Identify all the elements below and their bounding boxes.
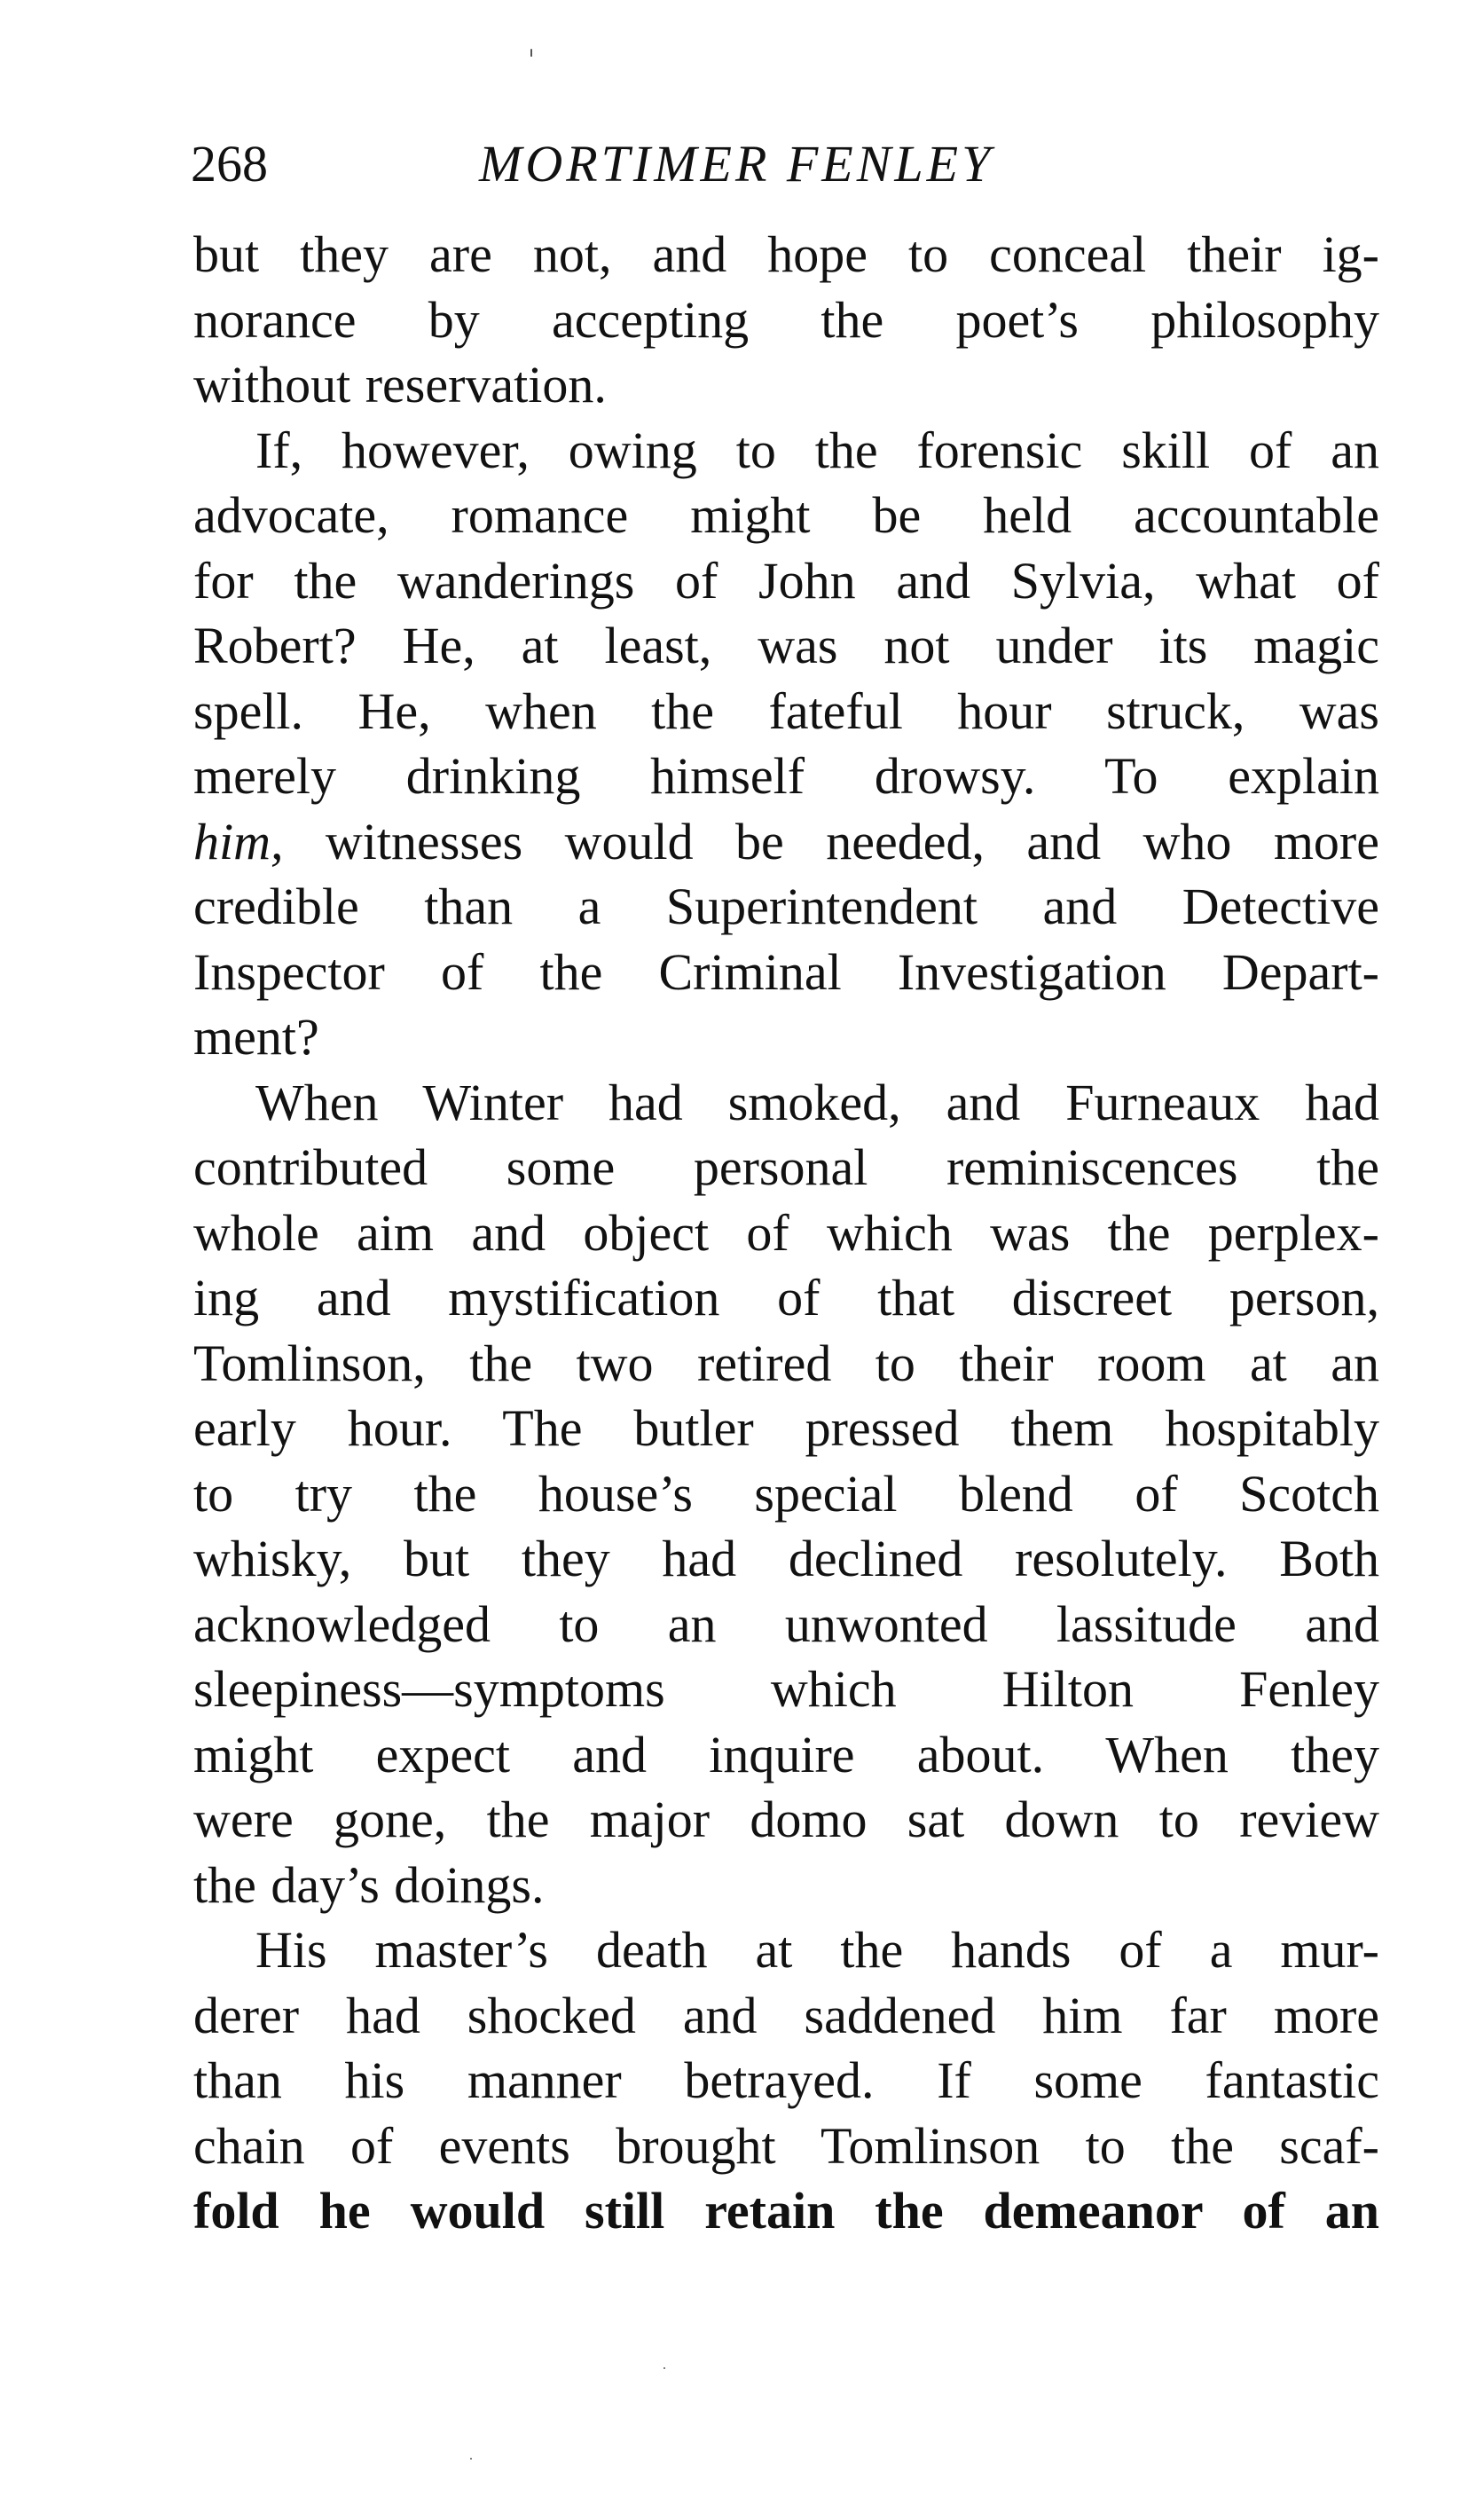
running-title: MORTIMER FENLEY	[479, 135, 994, 193]
text-line: advocate, romance might be held accountable	[193, 486, 1379, 544]
text-line: norance by accepting the poet’s philosophy	[193, 290, 1379, 349]
page-speck-bottom-2	[470, 2458, 472, 2460]
page-speck-bottom-1	[663, 2367, 665, 2369]
text-line: His master’s death at the hands of a mur-	[255, 1921, 1379, 1979]
text-line: ing and mystification of that discreet person,	[193, 1269, 1379, 1326]
text-line: merely drinking himself drowsy. To explain	[193, 747, 1379, 805]
text-line: derer had shocked and saddened him far more	[193, 1986, 1379, 2044]
line-rest: witnesses would be needed, and who more	[283, 812, 1379, 870]
paragraph-3	[193, 1070, 1379, 1918]
text-line: sleepiness—symptoms which Hilton Fenley	[193, 1660, 1379, 1718]
text-line: without reservation.	[193, 356, 607, 413]
text-line: ment?	[193, 1008, 319, 1066]
text-line: contributed some personal reminiscences the	[193, 1138, 1379, 1196]
text-line: whisky, but they had declined resolutely. Both	[193, 1530, 1379, 1587]
text-line: might expect and inquire about. When they	[193, 1725, 1379, 1783]
text-line: fold he would still retain the demeanor of an	[193, 2182, 1379, 2240]
body-text	[193, 222, 1379, 2244]
page-speck-top	[530, 49, 532, 57]
text-line: If, however, owing to the forensic skill of an	[255, 421, 1379, 479]
text-line: were gone, the major domo sat down to review	[193, 1791, 1379, 1848]
text-line: spell. He, when the fateful hour struck, was	[193, 681, 1379, 740]
paragraph-4	[193, 1917, 1379, 2244]
text-line: for the wanderings of John and Sylvia, what of	[193, 551, 1379, 610]
text-line: When Winter had smoked, and Furneaux had	[255, 1073, 1379, 1131]
text-line-with-italic	[193, 809, 1379, 875]
page-header	[191, 129, 1397, 200]
text-line: Inspector of the Criminal Investigation Depart-	[193, 942, 1379, 1001]
page-number: 268	[191, 135, 268, 193]
text-line: acknowledged to an unwonted lassitude and	[193, 1594, 1379, 1653]
text-line: than his manner betrayed. If some fantastic	[193, 2051, 1379, 2109]
italic-word: him,	[193, 812, 284, 870]
paragraph-1	[193, 222, 1379, 418]
text-line: Robert? He, at least, was not under its magic	[193, 617, 1379, 674]
text-line: chain of events brought Tomlinson to the scaf-	[193, 2116, 1379, 2175]
text-line: to try the house’s special blend of Scotch	[193, 1464, 1379, 1523]
text-line: the day’s doings.	[193, 1855, 545, 1914]
text-line: whole aim and object of which was the perplex-	[193, 1203, 1379, 1262]
text-line: Tomlinson, the two retired to their room at an	[193, 1334, 1379, 1392]
text-line: credible than a Superintendent and Detective	[193, 878, 1379, 935]
paragraph-2	[193, 418, 1379, 1070]
text-line: but they are not, and hope to conceal their ig-	[193, 225, 1379, 283]
text-line: early hour. The butler pressed them hospitably	[193, 1399, 1379, 1457]
